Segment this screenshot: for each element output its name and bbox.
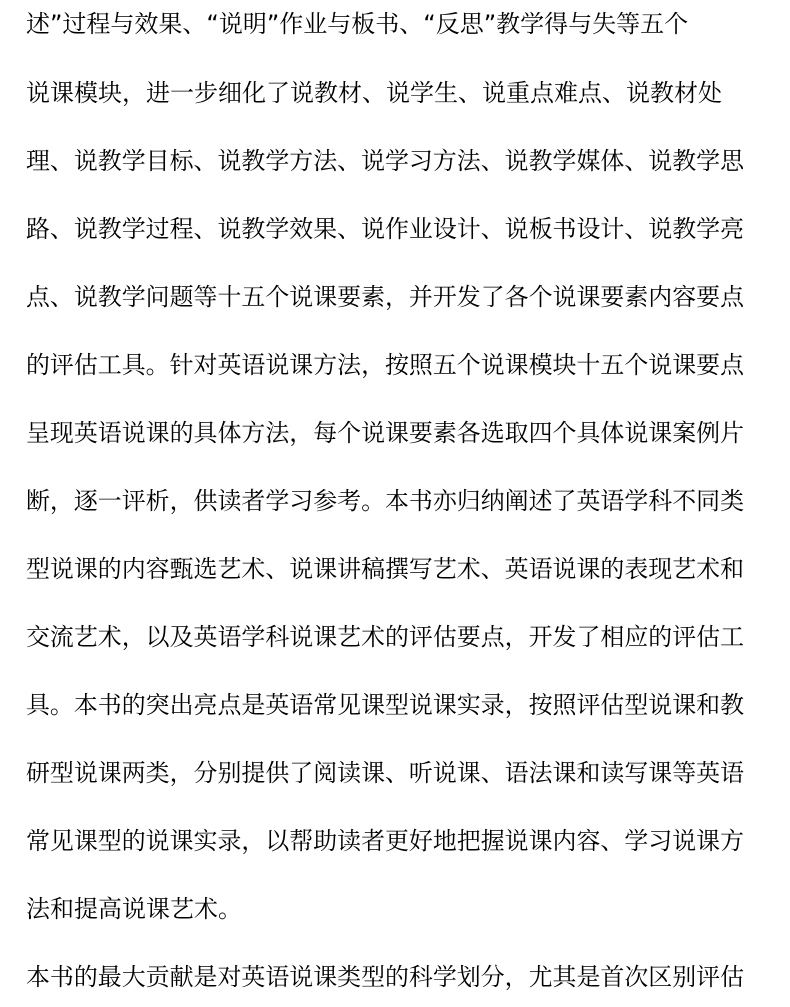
text-line: 说课模块，进一步细化了说教材、说学生、说重点难点、说教材处 [26, 79, 722, 107]
text-line: 呈现英语说课的具体方法，每个说课要素各选取四个具体说课案例片 [26, 419, 744, 447]
text-line: 研型说课两类，分别提供了阅读课、听说课、语法课和读写课等英语 [26, 759, 744, 787]
text-line: 常见课型的说课实录，以帮助读者更好地把握说课内容、学习说课方 [26, 827, 744, 855]
text-line: 具。本书的突出亮点是英语常见课型说课实录，按照评估型说课和教 [26, 691, 744, 719]
text-line: 的评估工具。针对英语说课方法，按照五个说课模块十五个说课要点 [26, 351, 744, 379]
text-line: 型说课的内容甄选艺术、说课讲稿撰写艺术、英语说课的表现艺术和 [26, 555, 744, 583]
text-line: 路、说教学过程、说教学效果、说作业设计、说板书设计、说教学亮 [26, 215, 744, 243]
text-line: 断，逐一评析，供读者学习参考。本书亦归纳阐述了英语学科不同类 [26, 487, 744, 515]
text-line: 述”过程与效果、“说明”作业与板书、“反思”教学得与失等五个 [26, 10, 689, 38]
text-line: 本书的最大贡献是对英语说课类型的科学划分，尤其是首次区别评估 [26, 963, 744, 991]
text-line: 交流艺术，以及英语学科说课艺术的评估要点，开发了相应的评估工 [26, 623, 744, 651]
text-line: 点、说教学问题等十五个说课要素，并开发了各个说课要素内容要点 [26, 283, 744, 311]
text-line: 法和提高说课艺术。 [26, 895, 242, 923]
text-line: 理、说教学目标、说教学方法、说学习方法、说教学媒体、说教学思 [26, 147, 744, 175]
